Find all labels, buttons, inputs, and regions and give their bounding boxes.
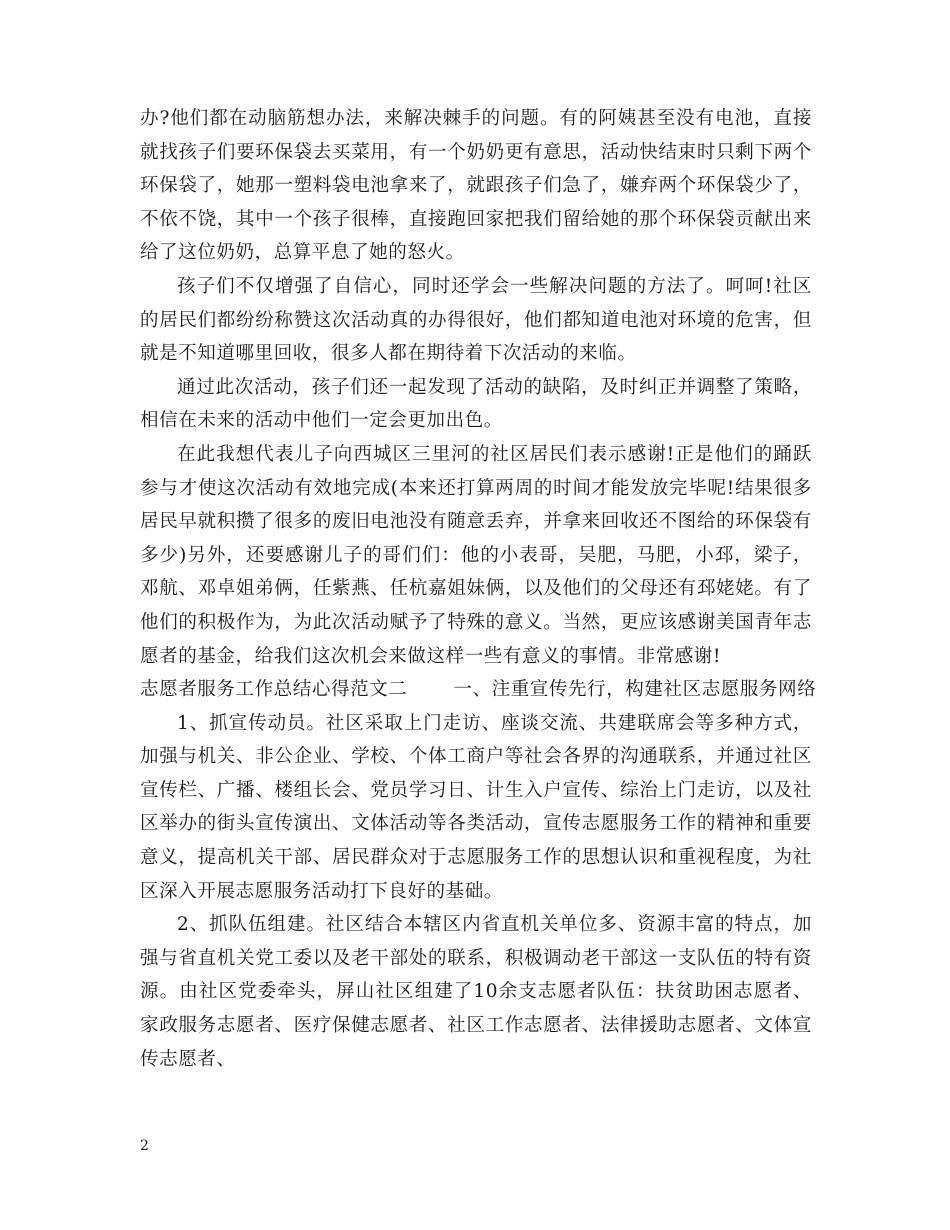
- section-heading: [140, 673, 817, 707]
- section-subtitle: 一、注重宣传先行，构建社区志愿服务网络: [453, 679, 817, 701]
- paragraph-6: 2、抓队伍组建。社区结合本辖区内省直机关单位多、资源丰富的特点，加强与省直机关党工委以及老干部处的联系，积极调动老干部这一支队伍的特有资源。由社区党委牵头，屏山社区组建了10余支志愿者队伍：扶贫助困志愿者、家政服务志愿者、医疗保健志愿者、社区工作志愿者、法律援助志愿者、文体宣传志愿者、: [140, 914, 812, 1070]
- document-body: [140, 102, 817, 1076]
- paragraph-4: 在此我想代表儿子向西城区三里河的社区居民们表示感谢!正是他们的踊跃参与才使这次活动有效地完成(本来还打算两周的时间才能发放完毕呢!结果很多居民早就积攒了很多的废旧电池没有随意丢弃，并拿来回收还不图给的环保袋有多少)另外，还要感谢儿子的哥们们：他的小表哥，吴肥，马肥，小邳，梁子，邓航、邓卓姐弟俩，任紫燕、任杭嘉姐妹俩，以及他们的父母还有邳姥姥。有了他们的积极作为，为此次活动赋予了特殊的意义。当然，更应该感谢美国青年志愿者的基金，给我们这次机会来做这样一些有意义的事情。非常感谢!: [140, 443, 812, 667]
- document-title: 志愿者服务工作总结心得范文二: [140, 679, 408, 701]
- paragraph-3: 通过此次活动，孩子们还一起发现了活动的缺陷，及时纠正并调整了策略，相信在未来的活动中他们一定会更加出色。: [140, 376, 812, 432]
- paragraph-1: 办?他们都在动脑筋想办法，来解决棘手的问题。有的阿姨甚至没有电池，直接就找孩子们要环保袋去买菜用，有一个奶奶更有意思，活动快结束时只剩下两个环保袋了，她那一塑料袋电池拿来了，就跟孩子们急了，嫌弃两个环保袋少了，不依不饶，其中一个孩子很棒，直接跑回家把我们留给她的那个环保袋贡献出来给了这位奶奶，总算平息了她的怒火。: [140, 108, 812, 264]
- paragraph-2: 孩子们不仅增强了自信心，同时还学会一些解决问题的方法了。呵呵!社区的居民们都纷纷称赞这次活动真的办得很好，他们都知道电池对环境的危害，但就是不知道哪里回收，很多人都在期待着下次活动的来临。: [140, 275, 812, 365]
- page-number: 2: [140, 1138, 149, 1154]
- paragraph-5: 1、抓宣传动员。社区采取上门走访、座谈交流、共建联席会等多种方式，加强与机关、非公企业、学校、个体工商户等社会各界的沟通联系，并通过社区宣传栏、广播、楼组长会、党员学习日、计生入户宣传、综治上门走访，以及社区举办的街头宣传演出、文体活动等各类活动，宣传志愿服务工作的精神和重要意义，提高机关干部、居民群众对于志愿服务工作的思想认识和重视程度，为社区深入开展志愿服务活动打下良好的基础。: [140, 712, 812, 902]
